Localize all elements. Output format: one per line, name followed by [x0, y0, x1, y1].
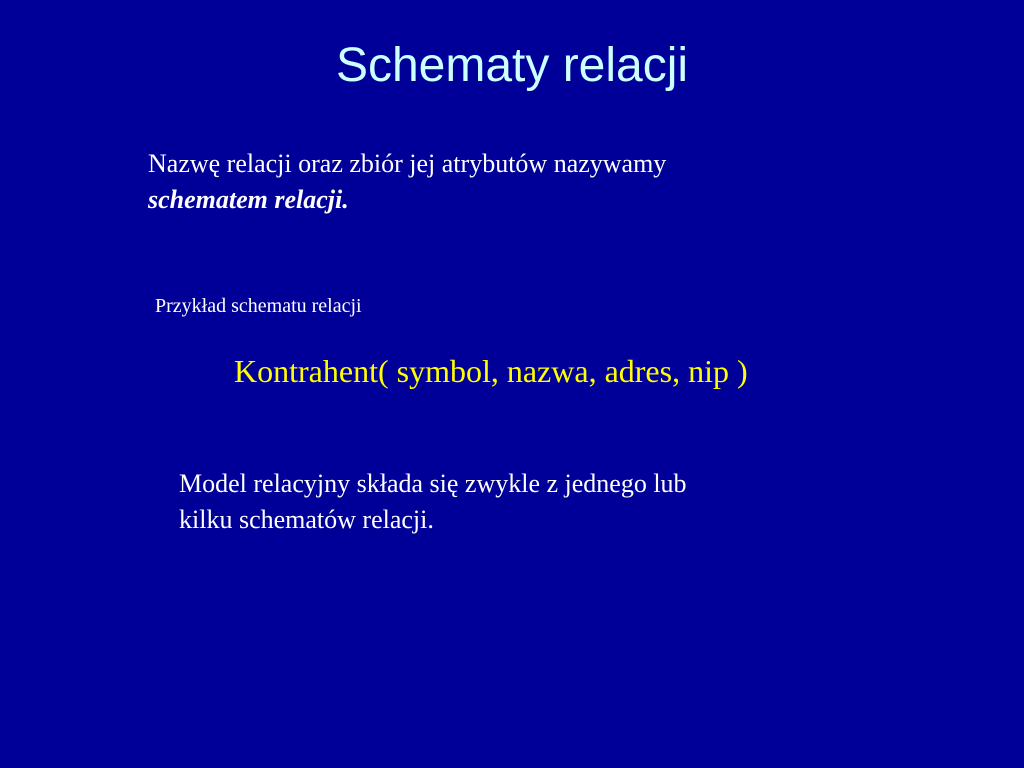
definition-text — [148, 146, 868, 218]
example-schema: Kontrahent( symbol, nazwa, adres, nip ) — [234, 353, 748, 389]
definition-line-1: Nazwę relacji oraz zbiór jej atrybutów nazywamy — [148, 149, 667, 178]
example-label: Przykład schematu relacji — [155, 295, 362, 317]
model-text — [179, 466, 899, 538]
model-text-line-2: kilku schematów relacji. — [179, 505, 434, 534]
definition-term: schematem relacji. — [148, 185, 349, 214]
model-text-line-1: Model relacyjny składa się zwykle z jednego lub — [179, 469, 687, 498]
slide-title: Schematy relacji — [335, 39, 689, 92]
